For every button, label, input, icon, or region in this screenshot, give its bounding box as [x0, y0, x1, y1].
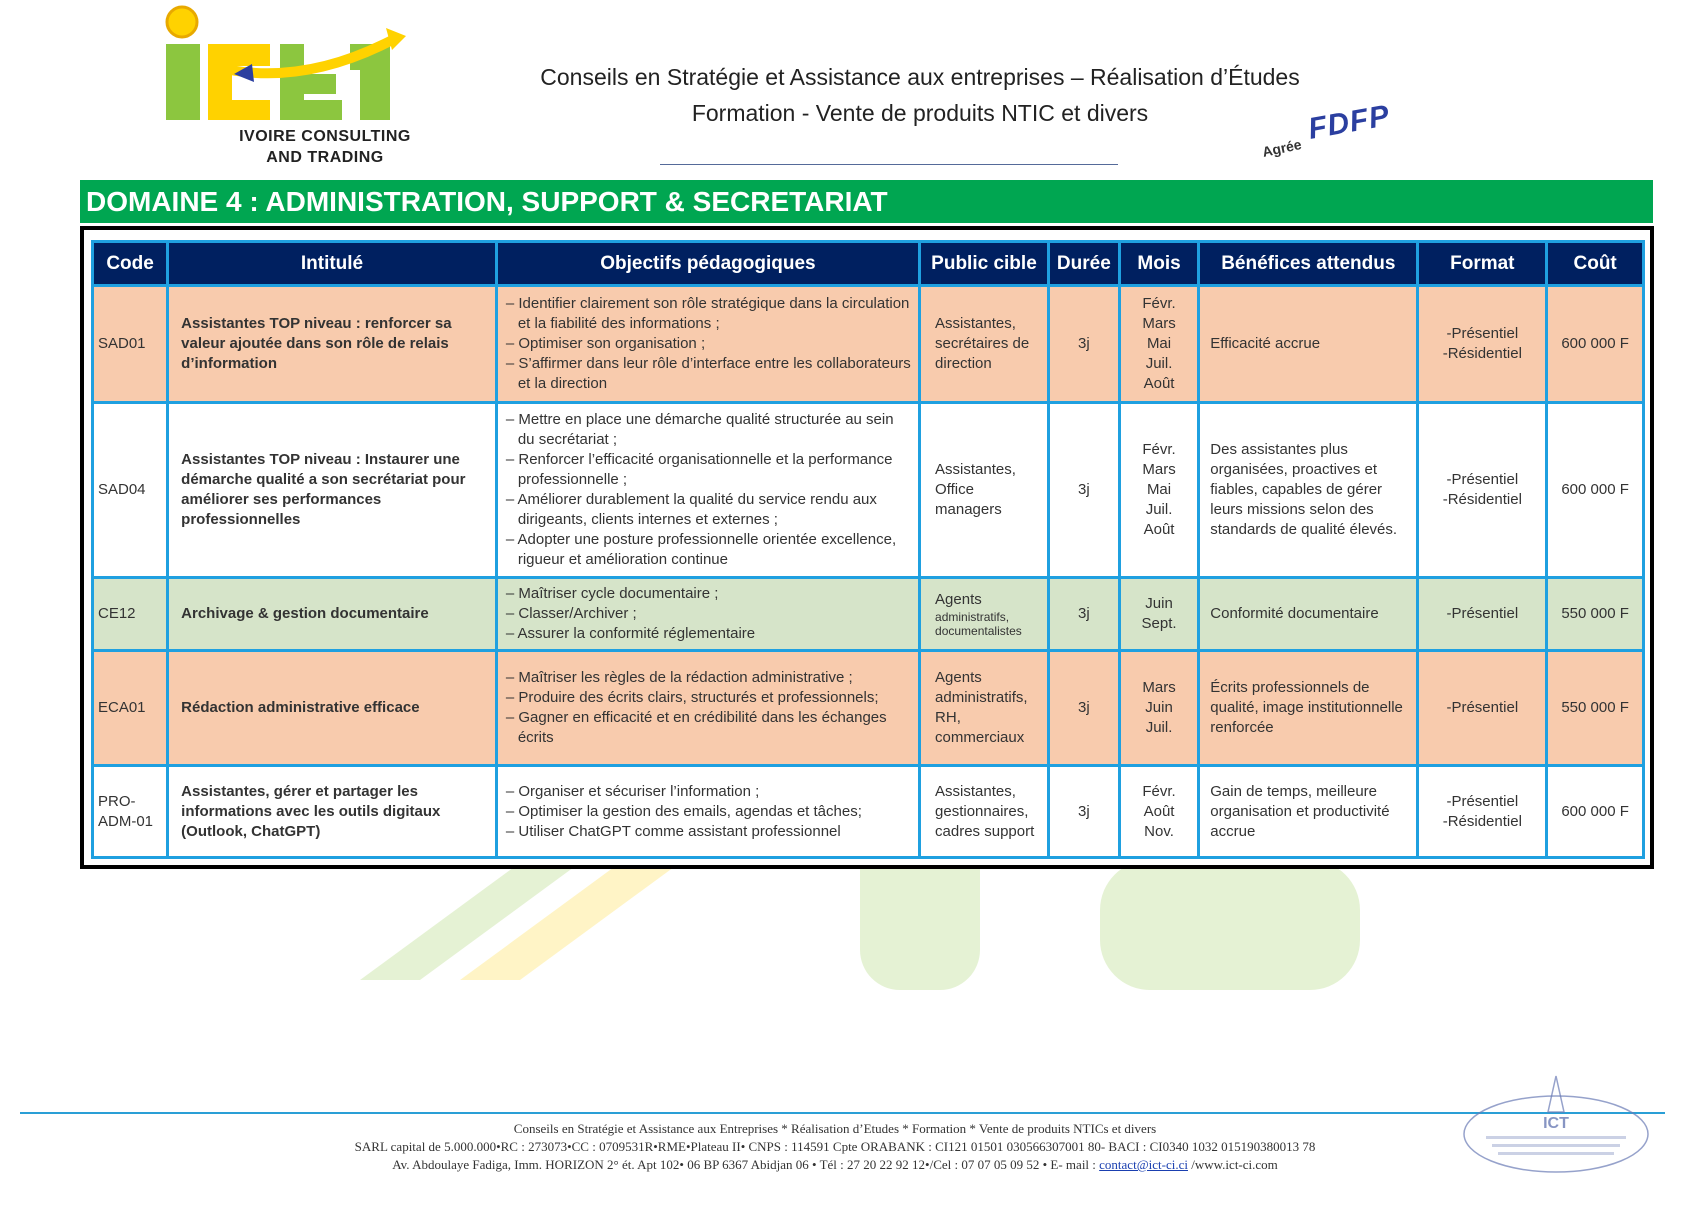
header-public: Public cible — [920, 242, 1049, 286]
row-benefits: Conformité documentaire — [1199, 578, 1418, 651]
row-objectives — [496, 578, 919, 651]
row-months: Mars Juin Juil. — [1119, 651, 1198, 766]
logo-caption-line2: AND TRADING — [266, 149, 384, 166]
header-months: Mois — [1119, 242, 1198, 286]
row-code: SAD01 — [93, 286, 168, 403]
header-tagline-2: Formation - Vente de produits NTIC et divers — [691, 100, 1149, 126]
objective-item: – S’affirmer dans leur rôle d’interface entre les collaborateurs et la direction — [502, 354, 914, 394]
row-duration: 3j — [1048, 403, 1119, 578]
footer-line-3 — [230, 1156, 1440, 1174]
objective-item: – Maîtriser cycle documentaire ; — [502, 584, 914, 604]
row-public-main: Agents — [935, 591, 982, 608]
row-cost: 600 000 F — [1547, 403, 1644, 578]
objective-item: – Organiser et sécuriser l’information ; — [502, 782, 914, 802]
objective-item: – Produire des écrits clairs, structurés et professionnels; — [502, 688, 914, 708]
header-duration: Durée — [1048, 242, 1119, 286]
row-title: Archivage & gestion documentaire — [168, 578, 497, 651]
row-benefits: Écrits professionnels de qualité, image institutionnelle renforcée — [1199, 651, 1418, 766]
objective-item: – Optimiser la gestion des emails, agendas et tâches; — [502, 802, 914, 822]
row-objectives — [496, 403, 919, 578]
row-public — [920, 578, 1049, 651]
domain-title: DOMAINE 4 : ADMINISTRATION, SUPPORT & SECRETARIAT — [80, 180, 1653, 223]
logo-caption — [200, 126, 450, 168]
row-code: ECA01 — [93, 651, 168, 766]
training-table — [91, 240, 1645, 859]
row-duration: 3j — [1048, 651, 1119, 766]
objective-item: – Mettre en place une démarche qualité structurée au sein du secrétariat ; — [502, 410, 914, 450]
table-row — [93, 651, 1644, 766]
row-cost: 550 000 F — [1547, 578, 1644, 651]
table-row — [93, 403, 1644, 578]
row-code: CE12 — [93, 578, 168, 651]
row-cost: 600 000 F — [1547, 286, 1644, 403]
row-duration: 3j — [1048, 578, 1119, 651]
company-stamp — [1456, 1072, 1656, 1182]
row-public-small: administratifs, documentalistes — [935, 610, 1022, 638]
row-public: Assistantes, secrétaires de direction — [920, 286, 1049, 403]
footer-line-1: Conseils en Stratégie et Assistance aux Entreprises * Réalisation d’Etudes * Formation * Vente de produits NTICs et divers — [513, 1121, 1157, 1136]
header-tagline-1: Conseils en Stratégie et Assistance aux entreprises – Réalisation d’Études — [540, 64, 1300, 90]
row-public: Assistantes, gestionnaires, cadres support — [920, 766, 1049, 858]
row-objectives — [496, 286, 919, 403]
objective-item: – Renforcer l’efficacité organisationnelle et la performance professionnelle ; — [502, 450, 914, 490]
footer-line-2: SARL capital de 5.000.000•RC : 273073•CC : 0709531R•RME•Plateau II• CNPS : 114591 Cpte ORABANK : CI121 01501 030566307001 80- BACI : CI0340 1032 015190380013 78 — [354, 1139, 1316, 1154]
objective-item: – Maîtriser les règles de la rédaction administrative ; — [502, 668, 914, 688]
header-cost: Coût — [1547, 242, 1644, 286]
row-public: Assistantes, Office managers — [920, 403, 1049, 578]
row-title: Assistantes TOP niveau : renforcer sa valeur ajoutée dans son rôle de relais d’information — [168, 286, 497, 403]
row-months: Févr. Août Nov. — [1119, 766, 1198, 858]
objective-item: – Améliorer durablement la qualité du service rendu aux dirigeants, clients internes et externes ; — [502, 490, 914, 530]
header-title: Intitulé — [168, 242, 497, 286]
row-title: Assistantes, gérer et partager les informations avec les outils digitaux (Outlook, ChatGPT) — [168, 766, 497, 858]
stamp-text: ICT — [1543, 1115, 1569, 1132]
objective-item: – Gagner en efficacité et en crédibilité dans les échanges écrits — [502, 708, 914, 748]
row-format: -Présentiel — [1418, 578, 1547, 651]
row-duration: 3j — [1048, 286, 1119, 403]
row-cost: 600 000 F — [1547, 766, 1644, 858]
objective-item: – Optimiser son organisation ; — [502, 334, 914, 354]
table-row — [93, 286, 1644, 403]
row-months: Févr. Mars Mai Juil. Août — [1119, 403, 1198, 578]
row-format: -Présentiel -Résidentiel — [1418, 403, 1547, 578]
objective-item: – Identifier clairement son rôle stratégique dans la circulation et la fiabilité des informations ; — [502, 294, 914, 334]
row-benefits: Des assistantes plus organisées, proactives et fiables, capables de gérer leurs missions selon des standards de qualité élevés. — [1199, 403, 1418, 578]
header-divider — [660, 164, 1118, 165]
footer-divider — [20, 1112, 1665, 1114]
row-title: Rédaction administrative efficace — [168, 651, 497, 766]
row-format: -Présentiel — [1418, 651, 1547, 766]
row-format: -Présentiel -Résidentiel — [1418, 766, 1547, 858]
agree-label: Agrée — [1260, 136, 1303, 160]
logo-caption-line1: IVOIRE CONSULTING — [239, 128, 411, 145]
row-benefits: Efficacité accrue — [1199, 286, 1418, 403]
row-objectives — [496, 651, 919, 766]
row-months: Févr. Mars Mai Juil. Août — [1119, 286, 1198, 403]
footer-text — [230, 1120, 1440, 1174]
row-cost: 550 000 F — [1547, 651, 1644, 766]
objective-item: – Utiliser ChatGPT comme assistant professionnel — [502, 822, 914, 842]
header-objectives: Objectifs pédagogiques — [496, 242, 919, 286]
header-benefits: Bénéfices attendus — [1199, 242, 1418, 286]
row-format: -Présentiel -Résidentiel — [1418, 286, 1547, 403]
footer-email-link[interactable]: contact@ict-ci.ci — [1099, 1157, 1188, 1172]
training-table-frame — [80, 226, 1654, 869]
row-public: Agents administratifs, RH, commerciaux — [920, 651, 1049, 766]
objective-item: – Classer/Archiver ; — [502, 604, 914, 624]
row-duration: 3j — [1048, 766, 1119, 858]
row-title: Assistantes TOP niveau : Instaurer une démarche qualité a son secrétariat pour améliorer ses performances professionnelles — [168, 403, 497, 578]
header-code: Code — [93, 242, 168, 286]
row-objectives — [496, 766, 919, 858]
row-months: Juin Sept. — [1119, 578, 1198, 651]
table-header-row — [93, 242, 1644, 286]
row-code: PRO-ADM-01 — [93, 766, 168, 858]
table-row — [93, 578, 1644, 651]
objective-item: – Adopter une posture professionnelle orientée excellence, rigueur et amélioration continue — [502, 530, 914, 570]
row-benefits: Gain de temps, meilleure organisation et productivité accrue — [1199, 766, 1418, 858]
footer-website[interactable]: /www.ict-ci.com — [1191, 1157, 1278, 1172]
row-code: SAD04 — [93, 403, 168, 578]
objective-item: – Assurer la conformité réglementaire — [502, 624, 914, 644]
footer-address: Av. Abdoulaye Fadiga, Imm. HORIZON 2° ét. Apt 102• 06 BP 6367 Abidjan 06 • Tél : 27 20 22 92 12•/Cel : 07 07 05 09 52 • E- mail : — [392, 1157, 1096, 1172]
fdfp-logo: FDFP — [1305, 99, 1393, 146]
header-format: Format — [1418, 242, 1547, 286]
table-row — [93, 766, 1644, 858]
